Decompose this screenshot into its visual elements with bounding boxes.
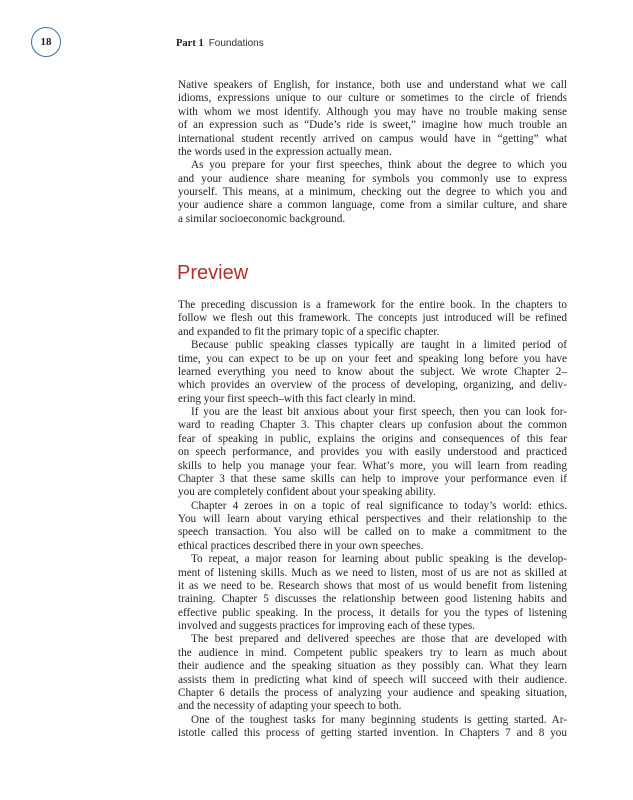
text-line: assists them in predicting what kind of speech will succeed with their audience. xyxy=(178,673,567,686)
text-line: fear of speaking in public, explains the origins and consequences of this fear xyxy=(178,432,567,445)
paragraph xyxy=(178,299,567,339)
text-line: and the necessity of adapting your speech to both. xyxy=(178,700,402,713)
section-heading: Preview xyxy=(177,262,249,284)
text-line: ment of listening skills. Much as we need to listen, most of us are not as skilled at xyxy=(178,566,567,579)
paragraph xyxy=(178,500,567,554)
text-line: and your audience share meaning for symbols you commonly use to express xyxy=(178,172,567,185)
intro-text xyxy=(178,79,567,226)
text-line: international student recently arrived on campus would have in “getting” what xyxy=(178,132,567,145)
text-line: As you prepare for your first speeches, think about the degree to which you xyxy=(191,159,567,172)
text-line: the words used in the expression actually mean. xyxy=(178,145,392,158)
text-line: which provides an overview of the process of developing, organizing, and deliv- xyxy=(178,379,567,392)
text-line: You will learn about varying ethical perspectives and their relationship to the xyxy=(178,513,567,525)
text-line: time, you can expect to be up on your feet and speaking long before you have xyxy=(178,352,567,365)
paragraph xyxy=(178,406,567,500)
text-line: training. Chapter 5 discusses the relationship between good listening habits and xyxy=(178,593,567,606)
text-line: the audience in mind. Competent public speakers try to learn as much about xyxy=(178,646,567,659)
paragraph xyxy=(178,159,567,226)
text-line: Chapter 6 details the process of analyzing your audience and speaking situation, xyxy=(178,686,567,699)
page-number: 18 xyxy=(31,27,61,57)
text-line: involved and suggests practices for improving each of these types. xyxy=(178,620,476,632)
text-line: One of the toughest tasks for many beginning students is getting started. Ar- xyxy=(191,713,567,726)
text-line: The preceding discussion is a framework for the entire book. In the chapters to xyxy=(178,299,567,311)
text-line: of an expression such as “Dude’s ride is sweet,” imagine how much trouble an xyxy=(178,119,567,132)
paragraph xyxy=(178,633,567,713)
section-label: Foundations xyxy=(208,38,264,49)
text-line: you are completely confident about your speaking ability. xyxy=(178,486,436,499)
text-line: skills to help you manage your fear. What’s more, you will learn from reading xyxy=(178,459,567,472)
text-line: Because public speaking classes typically are taught in a limited period of xyxy=(191,339,567,352)
text-line: idioms, expressions unique to our culture or sometimes to the circle of friends xyxy=(178,92,567,105)
text-line: yourself. This means, at a minimum, checking out the degree to which you and xyxy=(178,186,567,198)
text-line: The best prepared and delivered speeches are those that are developed with xyxy=(191,633,567,646)
text-line: it as we need to be. Research shows that most of us would benefit from listening xyxy=(178,579,567,592)
text-line: a similar socioeconomic background. xyxy=(178,212,346,225)
text-line: on speech performance, and provides you with easily understood and practiced xyxy=(178,446,567,459)
text-line: effective public speaking. In the process, it details for you the types of listening xyxy=(178,606,567,619)
text-line: Native speakers of English, for instance, both use and understand what we call xyxy=(178,79,567,91)
text-line: their audience and the speaking situation as they possibly can. What they learn xyxy=(178,660,567,673)
paragraph xyxy=(178,339,567,406)
paragraph xyxy=(178,79,567,159)
text-line: your audience share a common language, come from a similar culture, and share xyxy=(178,199,567,212)
text-line: Chapter 4 zeroes in on a topic of real significance to today’s world: ethics. xyxy=(191,499,567,512)
text-line: If you are the least bit anxious about your first speech, then you can look for- xyxy=(191,406,567,418)
text-line: ering your first speech–with this fact clearly in mind. xyxy=(178,392,416,405)
part-label: Part 1 xyxy=(176,38,204,49)
text-line: speech transaction. You also will be called on to make a commitment to the xyxy=(178,526,567,539)
paragraph xyxy=(178,553,567,633)
paragraph xyxy=(178,714,567,741)
text-line: ward to reading Chapter 3. This chapter clears up confusion about the common xyxy=(178,419,567,432)
text-line: with whom we most identify. Although you may have no trouble making sense xyxy=(178,105,567,118)
preview-text xyxy=(178,299,567,740)
running-header xyxy=(176,38,264,49)
text-line: follow we flesh out this framework. The concepts just introduced will be refined xyxy=(178,312,567,325)
text-line: istotle called this process of getting started invention. In Chapters 7 and 8 you xyxy=(178,727,567,739)
text-line: and expanded to fit the primary topic of a specific chapter. xyxy=(178,325,440,338)
text-line: learned everything you need to know about the subject. We wrote Chapter 2– xyxy=(178,365,567,378)
text-line: Chapter 3 that these same skills can help to improve your performance even if xyxy=(178,472,567,485)
text-line: ethical practices described there in your own speeches. xyxy=(178,539,424,552)
text-line: To repeat, a major reason for learning about public speaking is the develop- xyxy=(191,553,567,566)
